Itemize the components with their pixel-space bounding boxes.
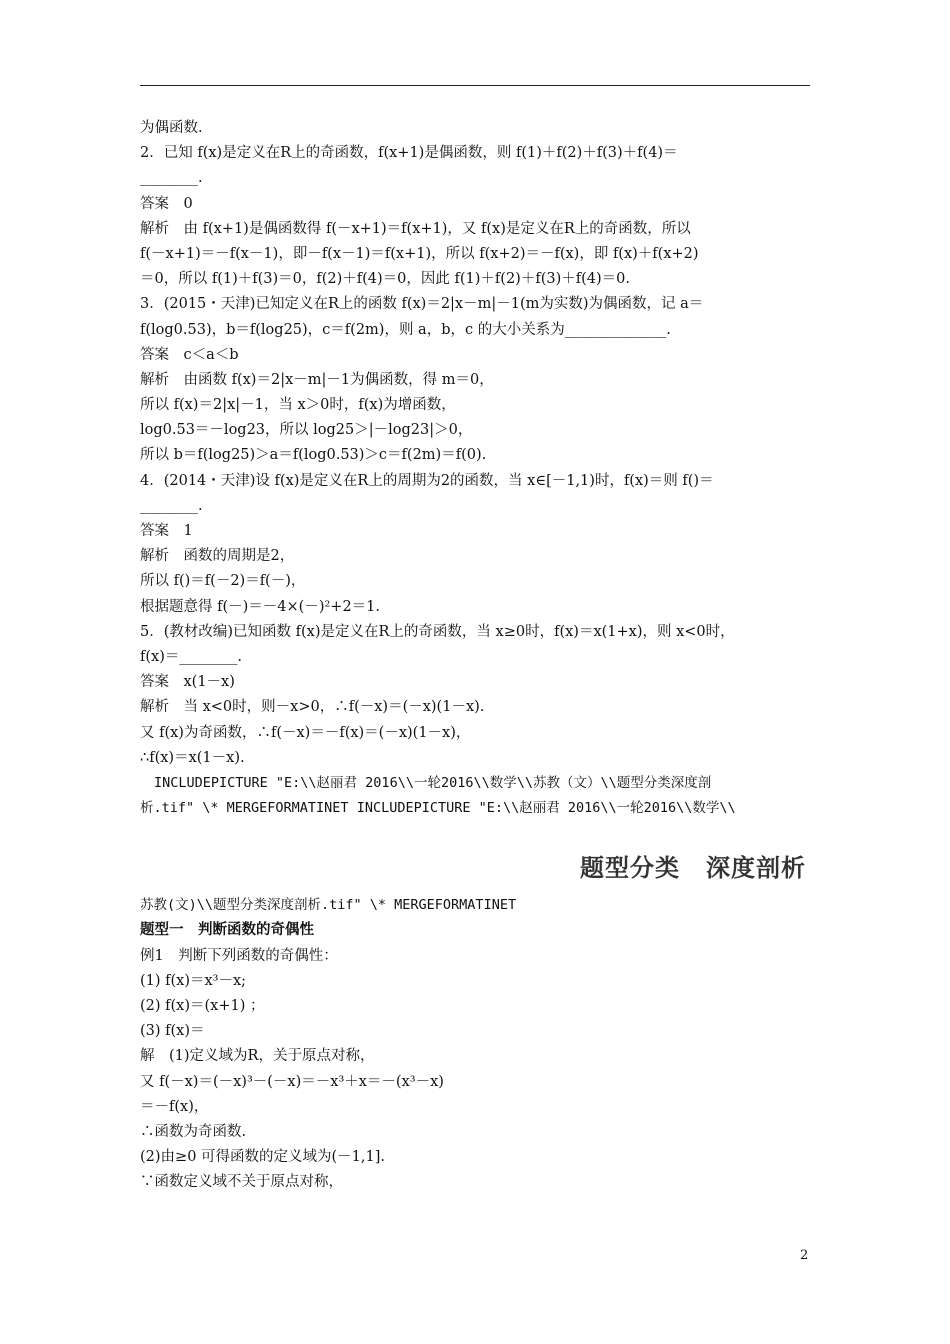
text-line: 所以 b＝f(log25)＞a＝f(log0.53)＞c＝f(2m)＝f(0). [140, 447, 487, 464]
text-line: (3) f(x)＝ [140, 1023, 205, 1040]
answer-4: 答案 1 [140, 523, 193, 539]
text-line: (2) f(x)＝(x+1) ； [140, 998, 265, 1014]
question-5: 5．(教材改编)已知函数 f(x)是定义在R上的奇函数，当 x≥0时，f(x)＝x(1+x)，则 x<0时， [140, 623, 735, 640]
analysis-5: 解析 当 x<0时，则－x>0，∴f(－x)＝(－x)(1－x). [140, 699, 485, 716]
text-line: log0.53＝－log23，所以 log25＞|－log23|＞0， [140, 422, 473, 439]
field-code: INCLUDEPICTURE "E:\\赵丽君 2016\\一轮2016\\数学\\苏教（文）\\题型分类深度剖 [154, 774, 712, 791]
header-rule [140, 85, 810, 86]
answer-2: 答案 0 [140, 195, 193, 212]
page-body [140, 116, 820, 1196]
section-banner [140, 843, 820, 893]
page-number: 2 [800, 1248, 809, 1263]
analysis-3: 解析 由函数 f(x)＝2|x－m|－1为偶函数，得 m＝0， [140, 371, 494, 388]
text-line: 又 f(－x)＝(－x)³－(－x)＝－x³＋x＝－(x³－x) [140, 1073, 444, 1090]
text-line: 根据题意得 f(－)＝－4×(－)²+2＝1. [140, 598, 380, 615]
analysis-4: 解析 函数的周期是2， [140, 548, 295, 565]
example-1: 例1 判断下列函数的奇偶性： [140, 947, 338, 964]
text-line: 所以 f()＝f(－2)＝f(－)， [140, 573, 306, 590]
answer-3: 答案 c＜a＜b [140, 346, 239, 363]
banner-title-left: 题型分类 [580, 854, 680, 883]
text-line: f(x)＝________. [140, 648, 242, 665]
text-line: f(log0.53)，b＝f(log25)，c＝f(2m)，则 a，b，c 的大小关系为______________. [140, 321, 671, 338]
spacer [140, 821, 820, 843]
text-line: (1) f(x)＝x³－x; [140, 972, 247, 989]
analysis-2: 解析 由 f(x+1)是偶函数得 f(－x+1)＝f(x+1)，又 f(x)是定义在R上的奇函数，所以 [140, 220, 691, 237]
text-line: 为偶函数. [140, 120, 203, 136]
question-2: 2．已知 f(x)是定义在R上的奇函数，f(x+1)是偶函数，则 f(1)＋f(2)＋f(3)＋f(4)＝ [140, 145, 678, 162]
field-code: 苏教(文)\\题型分类深度剖析.tif" \* MERGEFORMATINET [140, 897, 517, 914]
blank-line: ________. [140, 497, 203, 514]
answer-5: 答案 x(1－x) [140, 674, 235, 691]
banner-title-right: 深度剖析 [706, 854, 806, 883]
text-line: 所以 f(x)＝2|x|－1，当 x＞0时，f(x)为增函数， [140, 397, 456, 414]
field-code: 析.tif" \* MERGEFORMATINET INCLUDEPICTURE "E:\\赵丽君 2016\\一轮2016\\数学\\ [140, 800, 736, 817]
text-line: (2)由≥0 可得函数的定义域为(－1,1]. [140, 1149, 386, 1166]
question-3: 3．(2015・天津)已知定义在R上的函数 f(x)＝2|x－m|－1(m为实数)为偶函数，记 a＝ [140, 296, 704, 313]
text-line: ∴f(x)＝x(1－x). [140, 749, 245, 766]
text-line: ∴函数为奇函数. [140, 1123, 247, 1140]
section-heading: 题型一 判断函数的奇偶性 [140, 922, 314, 939]
text-line: 又 f(x)为奇函数，∴f(－x)＝－f(x)＝(－x)(1－x)， [140, 724, 471, 741]
text-line: ＝－f(x)， [140, 1098, 209, 1115]
question-4: 4．(2014・天津)设 f(x)是定义在R上的周期为2的函数，当 x∈[－1,1)时，f(x)＝则 f()＝ [140, 472, 714, 489]
text-line: ∵函数定义域不关于原点对称， [140, 1174, 343, 1191]
text-line: f(－x+1)＝－f(x－1)，即－f(x－1)＝f(x+1)，所以 f(x+2)＝－f(x)，即 f(x)＋f(x+2) [140, 245, 699, 262]
solution: 解 (1)定义域为R，关于原点对称， [140, 1048, 375, 1065]
text-line: ＝0，所以 f(1)＋f(3)＝0，f(2)＋f(4)＝0，因此 f(1)＋f(2)＋f(3)＋f(4)＝0. [140, 271, 630, 288]
blank-line: ________. [140, 170, 203, 187]
